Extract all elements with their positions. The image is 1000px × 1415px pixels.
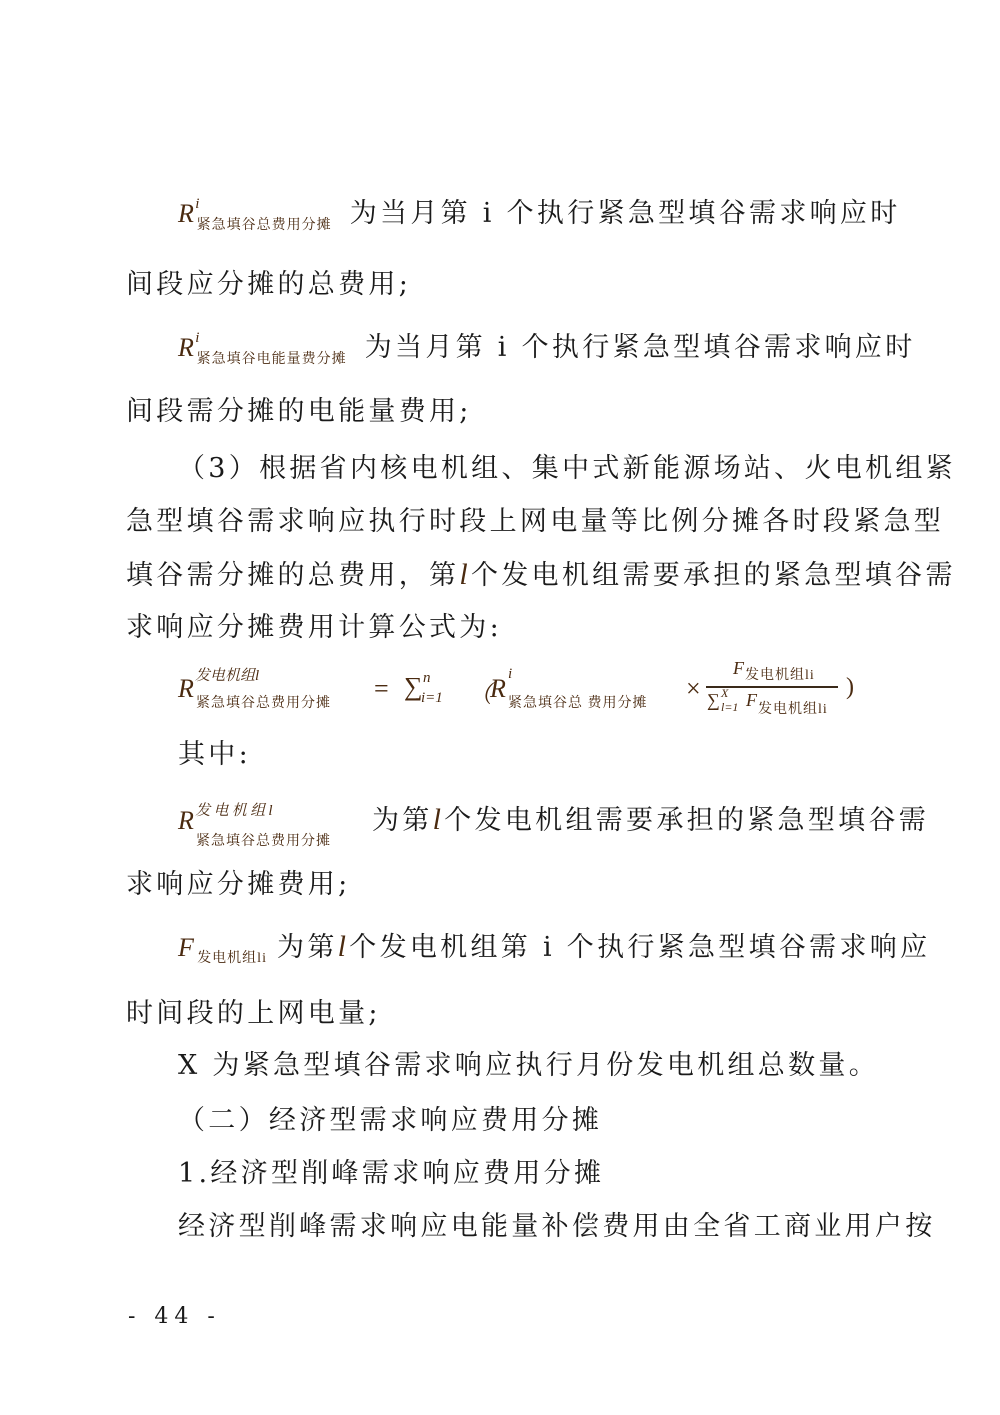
def-x-line: X 为紧急型填谷需求响应执行月份发电机组总数量。 <box>178 1050 880 1081</box>
formula-den-lower: l=1 <box>721 700 739 714</box>
subsection-1-heading: 1.经济型削峰需求响应费用分摊 <box>178 1158 605 1189</box>
def-unit-cost-line-1 <box>178 803 930 849</box>
formula-num-sub: 发电机组li <box>745 668 815 683</box>
formula-lhs-sub: 紧急填谷总费用分摊 <box>196 696 331 711</box>
formula-den-upper: X <box>721 686 729 700</box>
item-3-line-2: 急型填谷需求响应执行时段上网电量等比例分摊各时段紧急型 <box>126 506 945 537</box>
symbol-sub: 发电机组li <box>197 951 267 966</box>
page-number: - 44 - <box>128 1304 221 1329</box>
symbol-sub: 紧急填谷总费用分摊 <box>196 834 331 849</box>
text-segment: 个发电机组需要承担的紧急型填谷需 <box>444 805 930 836</box>
formula-lhs-base: R <box>178 674 194 703</box>
item-3-line-3 <box>126 558 956 593</box>
formula-open-paren: （ <box>468 682 492 708</box>
formula-r-base: R <box>490 674 506 703</box>
variable-l: l <box>432 803 445 836</box>
text-segment: 为第 <box>277 932 338 963</box>
symbol-base: R <box>178 333 198 362</box>
def-unit-cost-text <box>372 803 929 838</box>
symbol-f-energy <box>178 932 277 966</box>
symbol-sup: i <box>195 196 203 212</box>
text-segment: 个发电机组第 i 个执行紧急型填谷需求响应 <box>349 932 931 963</box>
def-energy-cost-line-1 <box>178 330 916 370</box>
formula-sum-upper: n <box>423 670 431 686</box>
text-segment: 为第 <box>372 805 433 836</box>
def-total-cost-line-1 <box>178 196 901 236</box>
formula-den-sum: ∑ <box>707 690 720 710</box>
formula-close-paren: ) <box>846 674 854 700</box>
def-text: 为当月第 i 个执行紧急型填谷需求响应时 <box>364 332 916 363</box>
formula-equals: = <box>374 674 389 703</box>
formula-sum-lower: i=1 <box>421 690 443 706</box>
formula-r-sup: i <box>508 666 513 682</box>
symbol-base: R <box>178 199 198 228</box>
def-energy-line-2: 时间段的上网电量; <box>126 998 381 1029</box>
variable-l: l <box>337 930 350 963</box>
def-unit-cost-line-2: 求响应分摊费用; <box>126 869 351 900</box>
formula-lhs-sup: 发电机组l <box>195 668 260 684</box>
section-2-heading: （二）经济型需求响应费用分摊 <box>178 1105 603 1136</box>
def-text: 为当月第 i 个执行紧急型填谷需求响应时 <box>349 198 901 229</box>
text-segment: 个发电机组需要承担的紧急型填谷需 <box>470 560 956 591</box>
def-total-cost-line-2: 间段应分摊的总费用; <box>126 269 412 300</box>
symbol-r-total-cost <box>178 196 350 233</box>
symbol-r-energy-cost <box>178 330 365 367</box>
symbol-sub: 紧急填谷电能量费分摊 <box>196 352 347 367</box>
item-3-line-4: 求响应分摊费用计算公式为: <box>126 612 502 643</box>
symbol-sub: 紧急填谷总费用分摊 <box>196 218 332 233</box>
formula-r-sub: 紧急填谷总 费用分摊 <box>508 696 648 711</box>
def-energy-cost-line-2: 间段需分摊的电能量费用; <box>126 396 472 427</box>
where-label: 其中: <box>178 739 251 770</box>
formula-times: × <box>686 674 701 703</box>
variable-l: l <box>459 558 471 591</box>
formula-den-sub: 发电机组li <box>758 702 828 717</box>
formula-den-base: F <box>746 690 757 710</box>
def-energy-line-1 <box>178 930 930 970</box>
last-paragraph-line: 经济型削峰需求响应电能量补偿费用由全省工商业用户按 <box>178 1211 936 1242</box>
symbol-base: R <box>178 806 198 835</box>
formula-num-base: F <box>733 658 744 678</box>
formula-sum: ∑ <box>404 672 423 701</box>
symbol-sup: 发电机组l <box>195 803 276 819</box>
symbol-base: F <box>178 933 198 962</box>
symbol-sup: i <box>195 330 203 346</box>
item-3-line-1: （3）根据省内核电机组、集中式新能源场站、火电机组紧 <box>178 453 956 484</box>
text-segment: 填谷需分摊的总费用，第 <box>126 560 460 591</box>
